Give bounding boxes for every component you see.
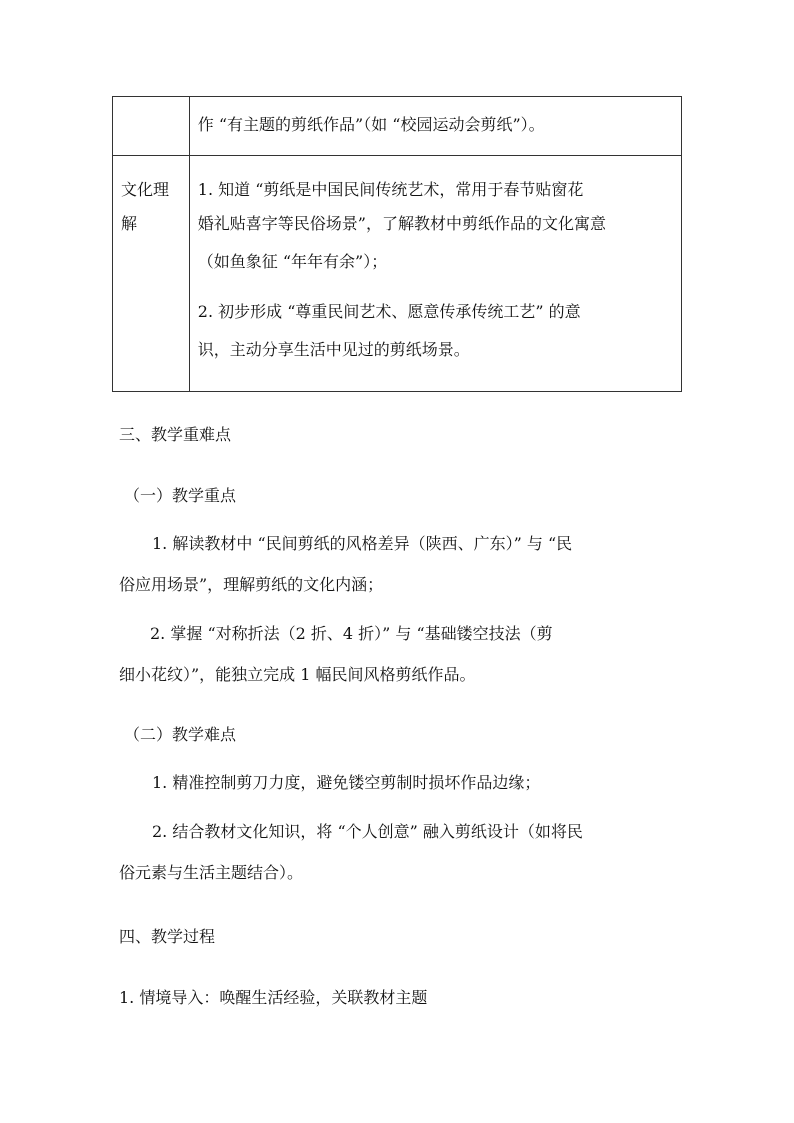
table-content-cell	[189, 156, 681, 392]
paragraph-line: 1. 情境导入：唤醒生活经验，关联教材主题	[119, 988, 428, 1007]
table-text-line: 婚礼贴喜字等民俗场景”，了解教材中剪纸作品的文化寓意	[197, 214, 606, 233]
paragraph-line: 1. 精准控制剪刀力度，避免镂空剪制时损坏作品边缘；	[152, 773, 541, 792]
table-label-line: 解	[121, 214, 138, 233]
table-text-line: （如鱼象征 “年年有余”）；	[197, 252, 388, 271]
table-label-cell	[113, 156, 190, 392]
paragraph-line: 1. 解读教材中 “民间剪纸的风格差异（陕西、广东）” 与 “民	[152, 534, 573, 553]
table-row	[113, 97, 682, 156]
subsection-heading: （一）教学重点	[124, 486, 237, 505]
paragraph-line: 俗元素与生活主题结合）。	[119, 863, 304, 882]
table-text-line: 识，主动分享生活中见过的剪纸场景。	[197, 340, 470, 359]
table-row	[113, 156, 682, 392]
paragraph-line: 2. 掌握 “对称折法（2 折、4 折）” 与 “基础镂空技法（剪	[150, 624, 553, 643]
table-text-line: 2. 初步形成 “尊重民间艺术、愿意传承传统工艺” 的意	[197, 302, 581, 321]
table-text-line: 1. 知道 “剪纸是中国民间传统艺术，常用于春节贴窗花	[197, 180, 584, 199]
paragraph-line: 俗应用场景”，理解剪纸的文化内涵；	[119, 575, 384, 594]
table-text-line: 作 “有主题的剪纸作品”（如 “校园运动会剪纸”）。	[197, 115, 545, 134]
table-label-line: 文化理	[121, 180, 170, 199]
paragraph-line: 细小花纹）”，能独立完成 1 幅民间风格剪纸作品。	[119, 665, 476, 684]
section-heading: 三、教学重难点	[119, 425, 232, 444]
paragraph-line: 2. 结合教材文化知识，将 “个人创意” 融入剪纸设计（如将民	[152, 822, 583, 841]
subsection-heading: （二）教学难点	[124, 725, 237, 744]
section-heading: 四、教学过程	[119, 927, 216, 946]
table-content-cell	[189, 97, 681, 156]
table-label-cell	[113, 97, 190, 156]
objectives-table	[112, 96, 682, 392]
